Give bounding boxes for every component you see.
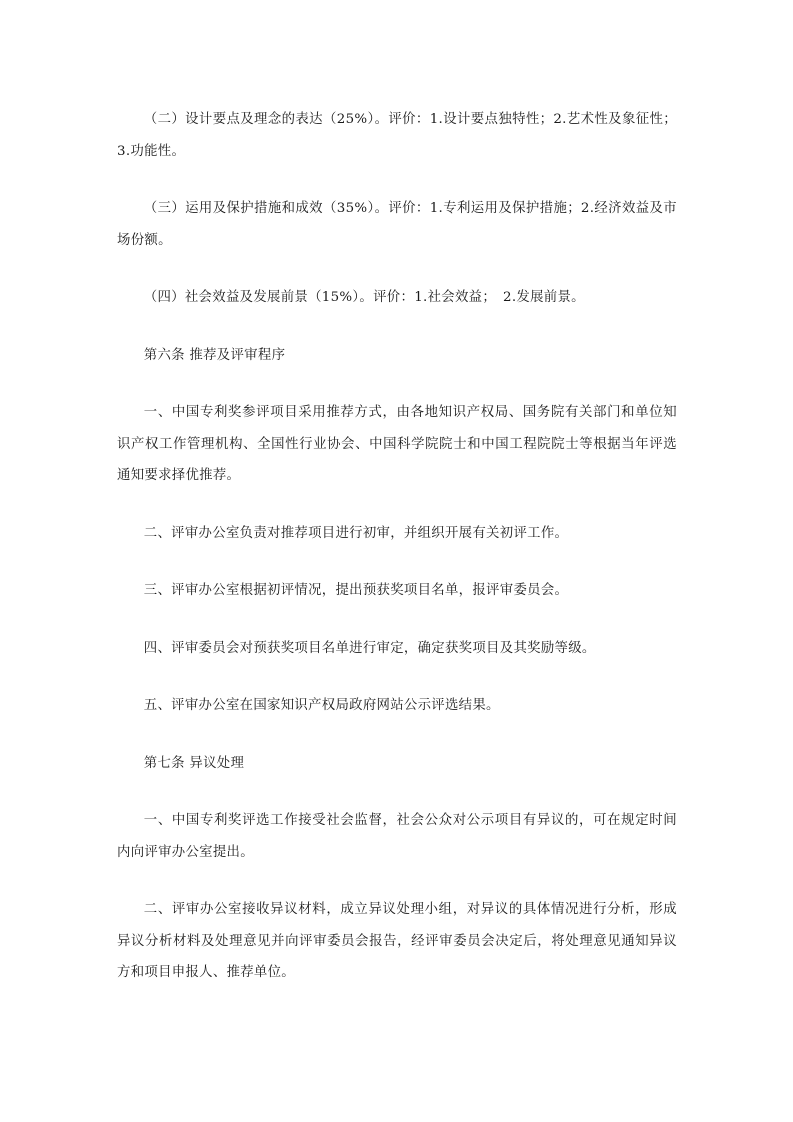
- paragraph-article-6-item-1: 一、中国专利奖参评项目采用推荐方式，由各地知识产权局、国务院有关部门和单位知识产权工作管理机构、全国性行业协会、中国科学院院士和中国工程院院士等根据当年评选通知要求择优推荐。: [117, 405, 677, 483]
- paragraph-criteria-social: （四）社会效益及发展前景（15%）。评价：1.社会效益； 2.发展前景。: [143, 290, 585, 305]
- paragraph-article-6-item-2: 二、评审办公室负责对推荐项目进行初审，并组织开展有关初评工作。: [143, 525, 569, 541]
- paragraph-criteria-design: （二）设计要点及理念的表达（25%）。评价：1.设计要点独特性；2.艺术性及象征性；3.功能性。: [117, 112, 677, 159]
- paragraph-article-6-item-5: 五、评审办公室在国家知识产权局政府网站公示评选结果。: [143, 698, 500, 713]
- article-7-heading: 第七条 异议处理: [143, 755, 245, 771]
- article-6-heading: 第六条 推荐及评审程序: [143, 347, 286, 363]
- paragraph-article-6-item-4: 四、评审委员会对预获奖项目名单进行审定，确定获奖项目及其奖励等级。: [143, 640, 596, 656]
- document-page: [117, 104, 677, 1015]
- paragraph-article-7-item-2: 二、评审办公室接收异议材料，成立异议处理小组，对异议的具体情况进行分析，形成异议分析材料及处理意见并向评审委员会报告，经评审委员会决定后，将处理意见通知异议方和项目申报人、推荐单位。: [117, 902, 677, 980]
- paragraph-article-6-item-3: 三、评审办公室根据初评情况，提出预获奖项目名单，报评审委员会。: [143, 583, 569, 598]
- paragraph-criteria-application: （三）运用及保护措施和成效（35%）。评价：1.专利运用及保护措施；2.经济效益及市场份额。: [117, 201, 677, 248]
- paragraph-article-7-item-1: 一、中国专利奖评选工作接受社会监督，社会公众对公示项目有异议的，可在规定时间内向评审办公室提出。: [117, 813, 677, 860]
